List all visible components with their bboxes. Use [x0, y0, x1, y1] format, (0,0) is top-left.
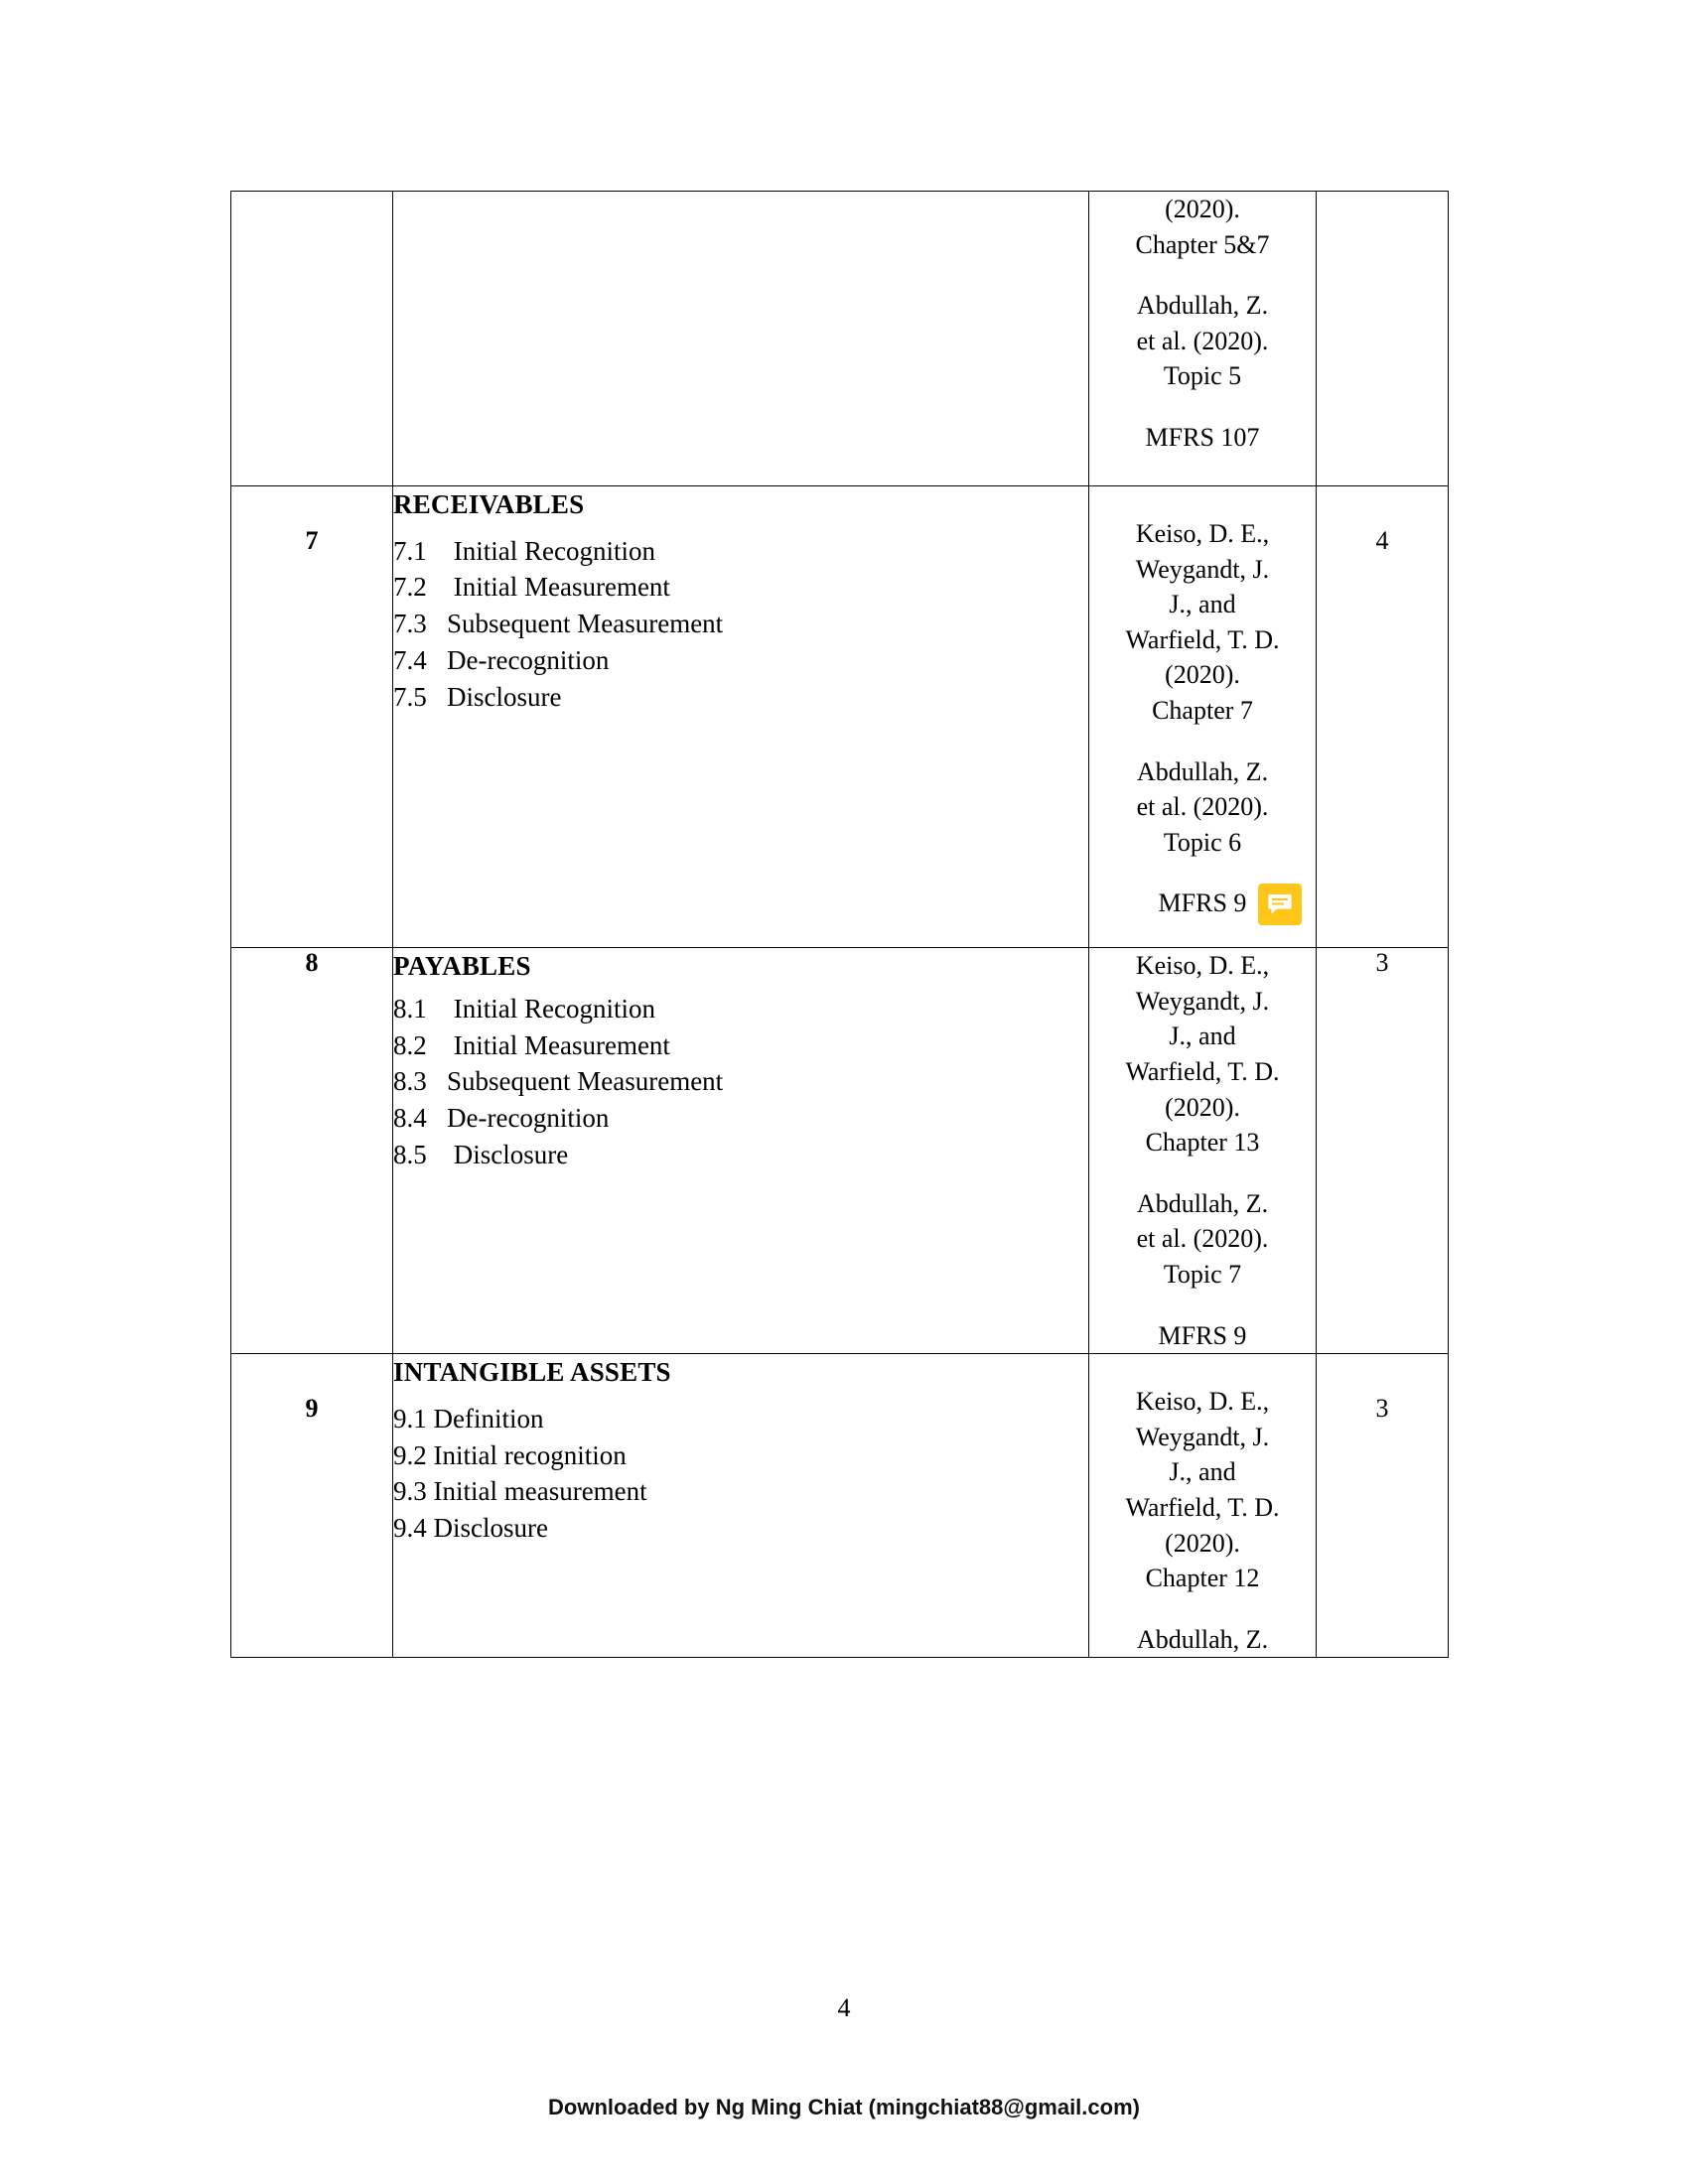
reference-line: J., and — [1169, 1457, 1236, 1487]
reference-line: Chapter 12 — [1145, 1564, 1260, 1593]
reference-line: (2020). — [1165, 660, 1240, 690]
reference-block — [1089, 948, 1316, 1160]
reference-block — [1089, 1622, 1316, 1658]
reference-block — [1089, 288, 1316, 394]
reference-line: MFRS 9 — [1158, 888, 1247, 918]
row-number: 7 — [305, 526, 319, 555]
topic-subitem: 9.2 Initial recognition — [393, 1439, 627, 1470]
reference-block — [1089, 516, 1316, 729]
row-number-cell — [231, 192, 393, 486]
reference-line: Chapter 13 — [1145, 1128, 1260, 1158]
topic-subitem: 7.4 De-recognition — [393, 644, 610, 675]
reference-line: Weygandt, J. — [1135, 986, 1270, 1016]
reference-line: Topic 7 — [1163, 1259, 1242, 1289]
row-hours-cell — [1317, 486, 1449, 948]
reference-line: (2020). — [1165, 1528, 1240, 1558]
row-number-cell — [231, 1354, 393, 1658]
reference-line: Abdullah, Z. — [1136, 291, 1269, 321]
topic-subitem: 8.4 De-recognition — [393, 1102, 610, 1133]
topic-subitem: 8.5 Disclosure — [393, 1139, 569, 1169]
row-number: 9 — [305, 1394, 319, 1424]
row-hours: 3 — [1375, 1394, 1389, 1424]
reference-line: et al. (2020). — [1136, 792, 1269, 822]
row-number-cell — [231, 486, 393, 948]
topic-subitem: 7.1 Initial Recognition — [393, 535, 655, 566]
reference-block — [1089, 1186, 1316, 1293]
topic-title: INTANGIBLE ASSETS — [393, 1357, 671, 1388]
row-reference-cell — [1089, 192, 1317, 486]
topic-title: RECEIVABLES — [393, 489, 585, 519]
row-topic-cell — [393, 948, 1089, 1354]
reference-line: Keiso, D. E., — [1135, 1387, 1270, 1417]
row-hours: 3 — [1375, 948, 1389, 978]
topic-subitem: 8.1 Initial Recognition — [393, 993, 655, 1024]
row-reference-cell — [1089, 1354, 1317, 1658]
reference-line: Keiso, D. E., — [1135, 519, 1270, 548]
topic-subitem: 9.1 Definition — [393, 1403, 544, 1433]
row-hours-cell — [1317, 1354, 1449, 1658]
reference-line: Keiso, D. E., — [1135, 951, 1270, 981]
topic-subitem: 7.3 Subsequent Measurement — [393, 609, 724, 639]
reference-line: Warfield, T. D. — [1125, 1493, 1280, 1523]
reference-block — [1089, 420, 1316, 456]
reference-line: et al. (2020). — [1136, 1224, 1269, 1254]
reference-line: (2020). — [1165, 195, 1240, 223]
footer-credit: Downloaded by Ng Ming Chiat (mingchiat88@gmail.com) — [548, 2095, 1140, 2119]
reference-line: MFRS 107 — [1145, 423, 1260, 453]
topic-subitem: 8.2 Initial Measurement — [393, 1029, 670, 1060]
reference-block — [1089, 1384, 1316, 1596]
comment-icon[interactable] — [1258, 884, 1302, 925]
row-topic-cell — [393, 1354, 1089, 1658]
reference-line: J., and — [1169, 1022, 1236, 1051]
topic-subitem: 7.2 Initial Measurement — [393, 572, 670, 603]
reference-line: (2020). — [1165, 1092, 1240, 1122]
reference-line: Chapter 7 — [1152, 696, 1253, 726]
reference-line: J., and — [1169, 590, 1236, 619]
reference-line: Warfield, T. D. — [1125, 624, 1280, 654]
topic-subitem: 7.5 Disclosure — [393, 681, 562, 712]
row-hours-cell — [1317, 948, 1449, 1354]
reference-line: Topic 6 — [1163, 827, 1242, 857]
reference-line: Abdullah, Z. — [1136, 756, 1269, 786]
page-number: 4 — [837, 1993, 851, 2022]
topic-subitem: 9.3 Initial measurement — [393, 1476, 647, 1507]
reference-block — [1089, 1318, 1316, 1354]
reference-line: Warfield, T. D. — [1125, 1056, 1280, 1086]
table-row — [231, 948, 1449, 1354]
reference-line: Chapter 5&7 — [1135, 229, 1270, 259]
reference-line: Abdullah, Z. — [1136, 1188, 1269, 1218]
row-hours-cell — [1317, 192, 1449, 486]
topic-subitem: 9.4 Disclosure — [393, 1513, 548, 1544]
row-number: 8 — [305, 948, 319, 978]
row-topic-cell — [393, 486, 1089, 948]
reference-line: et al. (2020). — [1136, 326, 1269, 355]
reference-line: Weygandt, J. — [1135, 554, 1270, 584]
table-row — [231, 192, 1449, 486]
row-topic-cell — [393, 192, 1089, 486]
reference-line: Abdullah, Z. — [1136, 1624, 1269, 1654]
reference-line: MFRS 9 — [1158, 1320, 1247, 1350]
reference-block — [1089, 754, 1316, 861]
row-hours: 4 — [1375, 526, 1389, 555]
table-row — [231, 1354, 1449, 1658]
row-reference-cell — [1089, 948, 1317, 1354]
course-outline-table — [230, 191, 1449, 1658]
reference-line: Topic 5 — [1163, 361, 1242, 391]
reference-block — [1089, 192, 1316, 262]
topic-subitem: 8.3 Subsequent Measurement — [393, 1066, 724, 1097]
table-row — [231, 486, 1449, 948]
reference-line: Weygandt, J. — [1135, 1422, 1270, 1451]
topic-title: PAYABLES — [393, 951, 531, 982]
row-reference-cell — [1089, 486, 1317, 948]
row-number-cell — [231, 948, 393, 1354]
